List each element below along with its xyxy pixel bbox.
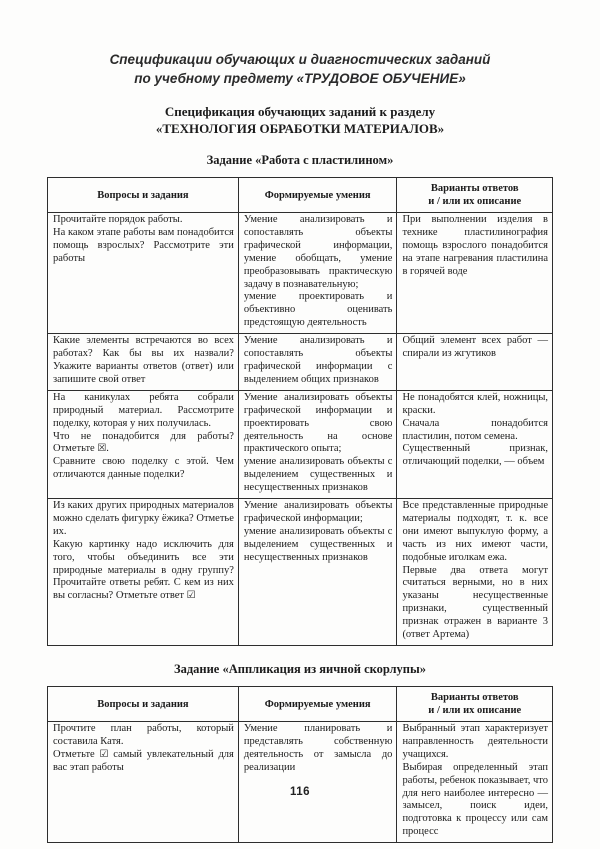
cell-paragraph: Выбранный этап характеризует направленность деятельности учащихся. [402,723,548,760]
document-title-line: по учебному предмету «ТРУДОВОЕ ОБУЧЕНИЕ» [134,71,466,86]
spec-table-plasticine [47,177,553,646]
column-header [397,687,553,722]
column-header-line: Формируемые умения [264,189,371,201]
table-cell [48,213,239,334]
table-cell [238,334,397,391]
cell-paragraph: Существенный признак, отличающий поделки, — объем [402,443,548,468]
table-cell [397,499,553,646]
table-cell [238,499,397,646]
column-header-line: Варианты ответов [430,183,519,194]
table-cell [48,722,239,843]
table-cell [238,722,397,843]
column-header-line: Формируемые умения [264,698,371,710]
cell-paragraph: На каникулах ребята собрали природный материал. Рассмотрите поделку, которая у них получилась. [53,391,234,429]
column-header-line: Вопросы и задания [97,189,189,201]
checkbox-checked-icon: ☑ [186,590,196,602]
cell-paragraph: Умение анализировать и сопоставлять объекты графической информации, умение обобщать, умение преобразовывать практическую задачу в познавательную; [243,214,393,290]
cell-paragraph: Все представленные природные материалы подходят, т. к. все они имеют выпуклую форму, а часть из них имеют части, подобные иголкам ежа. [402,500,548,563]
table-row [48,722,553,843]
cell-paragraph: Какие элементы встречаются во всех работах? Как бы вы их назвали? Укажите варианты ответов (ответ) или запишите свой ответ [53,335,234,385]
column-header-line: Варианты ответов [430,692,519,703]
section-heading-plasticine: Задание «Работа с пластилином» [206,153,394,167]
cell-paragraph: Умение анализировать объекты графической информации и проектировать свою деятельность на основе практического опыта; [243,391,393,455]
table-cell [48,499,239,646]
table-cell [397,334,553,391]
header-row [48,178,553,213]
cell-paragraph: Сначала понадобится пластилин, потом семена. [402,417,548,442]
table-row [48,499,553,646]
table-cell [238,390,397,498]
cell-paragraph: умение проектировать и объективно оценивать предстоящую деятельность [243,291,393,329]
table-cell [48,334,239,391]
cell-paragraph: При выполнении изделия в технике пластилинография помощь взрослого понадобится на этапе нагревания пластилина в горячей воде [402,214,548,277]
column-header-line: и / или их описание [428,705,522,716]
table-cell [397,722,553,843]
column-header [238,687,397,722]
column-header [48,178,239,213]
cell-paragraph: Сравните свою поделку с этой. Чем отличаются данные поделки? [53,456,234,481]
cell-paragraph: Отметьте ☑ самый увлекательный для вас этап работы [53,748,234,773]
checkbox-crossed-icon: ☒ [97,443,107,455]
table-row [48,213,553,334]
cell-paragraph: Умение анализировать объекты графической информации; [243,500,393,524]
cell-paragraph: Первые два ответа могут считаться верными, но в них указаны несущественные признаки, существенный признак отражен в варианте 3 (ответ Артема) [402,564,548,641]
cell-paragraph: Прочитайте порядок работы. [53,214,183,225]
cell-paragraph: Умение планировать и представлять собственную деятельность от замысла до реализации [243,723,393,773]
cell-paragraph: На каком этапе работы вам понадобится помощь взрослых? Рассмотрите эти работы [53,226,234,264]
cell-paragraph: Умение анализировать и сопоставлять объекты графической информации с выделением общих признаков [243,335,393,385]
cell-paragraph: Какую картинку надо исключить для того, чтобы объединить все эти природные материалы в одну группу? Прочитайте ответы ребят. С кем из них вы согласны? Отметьте ответ ☑ [53,538,234,602]
table-cell [238,213,397,334]
column-header [48,687,239,722]
column-header [238,178,397,213]
table-cell [397,213,553,334]
cell-paragraph: Выбирая определенный этап работы, ребенок показывает, что для него наиболее интересно — замысел, поиск идеи, подготовка к процессу или сам процесс [402,761,548,838]
document-subtitle [47,103,553,137]
cell-paragraph: умение анализировать объекты с выделением существенных и несущественных признаков [243,525,393,563]
cell-paragraph: Что не понадобится для работы? Отметьте ☒. [53,430,234,455]
document-subtitle-line: Спецификация обучающих заданий к разделу [164,104,436,119]
table-row [48,334,553,391]
cell-paragraph: умение анализировать объекты с выделением существенных и несущественных признаков [243,456,393,494]
document-title-line: Спецификации обучающих и диагностических заданий [109,52,491,67]
cell-paragraph: Прочтите план работы, который составила Катя. [53,723,234,747]
document-subtitle-line: «ТЕХНОЛОГИЯ ОБРАБОТКИ МАТЕРИАЛОВ» [155,121,445,136]
cell-paragraph: Общий элемент всех работ — спирали из жгутиков [402,335,548,360]
document-title [47,50,553,88]
table-cell [48,390,239,498]
checkbox-checked-icon: ☑ [99,748,109,760]
page-number: 116 [289,786,311,798]
table-cell [397,390,553,498]
column-header [397,178,553,213]
spec-table-eggshell [47,686,553,843]
cell-paragraph: Из каких других природных материалов можно сделать фигурку ёжика? Отметье их. [53,500,234,537]
column-header-line: Вопросы и задания [97,698,189,710]
header-row [48,687,553,722]
column-header-line: и / или их описание [428,196,522,207]
section-heading-eggshell: Задание «Аппликация из яичной скорлупы» [173,662,427,676]
table-row [48,390,553,498]
cell-paragraph: Не понадобятся клей, ножницы, краски. [402,391,548,416]
